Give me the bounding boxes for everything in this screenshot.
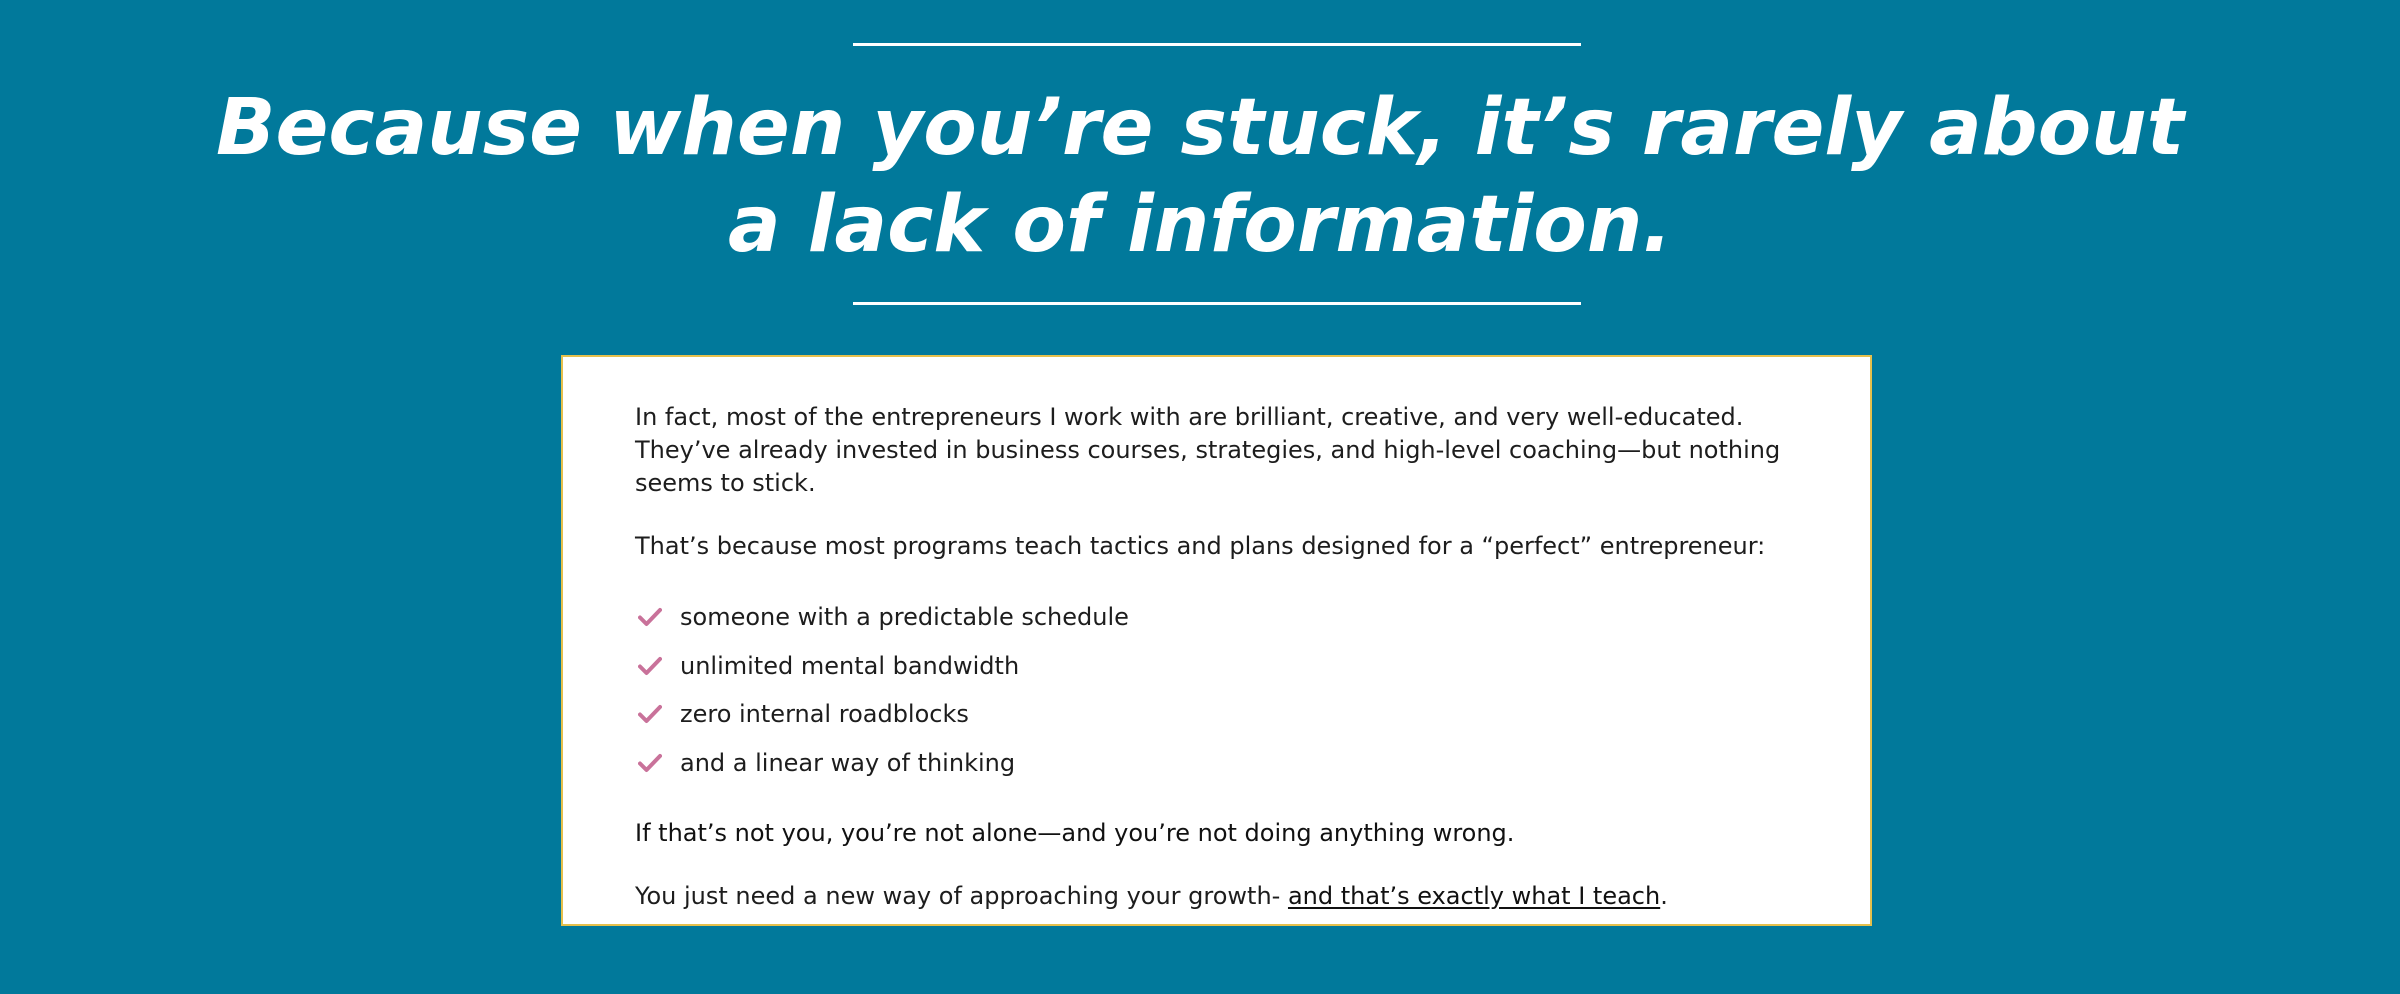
checklist-item-label: unlimited mental bandwidth — [680, 651, 1020, 680]
checklist — [635, 593, 1815, 787]
checklist-item-label: zero internal roadblocks — [680, 700, 969, 729]
checklist-item-label: and a linear way of thinking — [680, 748, 1016, 777]
checkmark-icon — [638, 656, 662, 676]
checklist-item — [635, 690, 1815, 739]
checkmark-icon — [638, 607, 662, 627]
headline-top-divider — [853, 43, 1581, 46]
headline-line-2: a lack of information. — [727, 180, 1673, 270]
checkmark-icon — [638, 753, 662, 773]
reassurance-paragraph: If that’s not you, you’re not alone—and you’re not doing anything wrong. — [635, 819, 1515, 847]
checklist-item — [635, 739, 1815, 788]
what-i-teach-link[interactable]: and that’s exactly what I teach — [1287, 882, 1661, 910]
content-card-body — [635, 401, 1815, 913]
checkmark-icon — [638, 704, 662, 724]
checklist-item — [635, 642, 1815, 691]
headline-line-1: Because when you’re stuck, it’s rarely about — [216, 83, 2184, 173]
perfect-entrepreneur-paragraph: That’s because most programs teach tactics and plans designed for a “perfect” entrepreneur: — [635, 532, 1766, 560]
checklist-item-label: someone with a predictable schedule — [680, 603, 1129, 632]
page-headline — [200, 80, 2200, 274]
closing-paragraph — [635, 880, 1815, 913]
closing-paragraph-period: . — [1660, 882, 1668, 910]
checklist-item — [635, 593, 1815, 642]
content-card — [561, 355, 1872, 926]
intro-paragraph: In fact, most of the entrepreneurs I work with are brilliant, creative, and very well-educated. They’ve already invested in business courses, strategies, and high-level coaching—but nothing seems to stick. — [635, 403, 1781, 497]
closing-paragraph-text: You just need a new way of approaching your growth- — [635, 882, 1288, 910]
headline-bottom-divider — [853, 302, 1581, 305]
